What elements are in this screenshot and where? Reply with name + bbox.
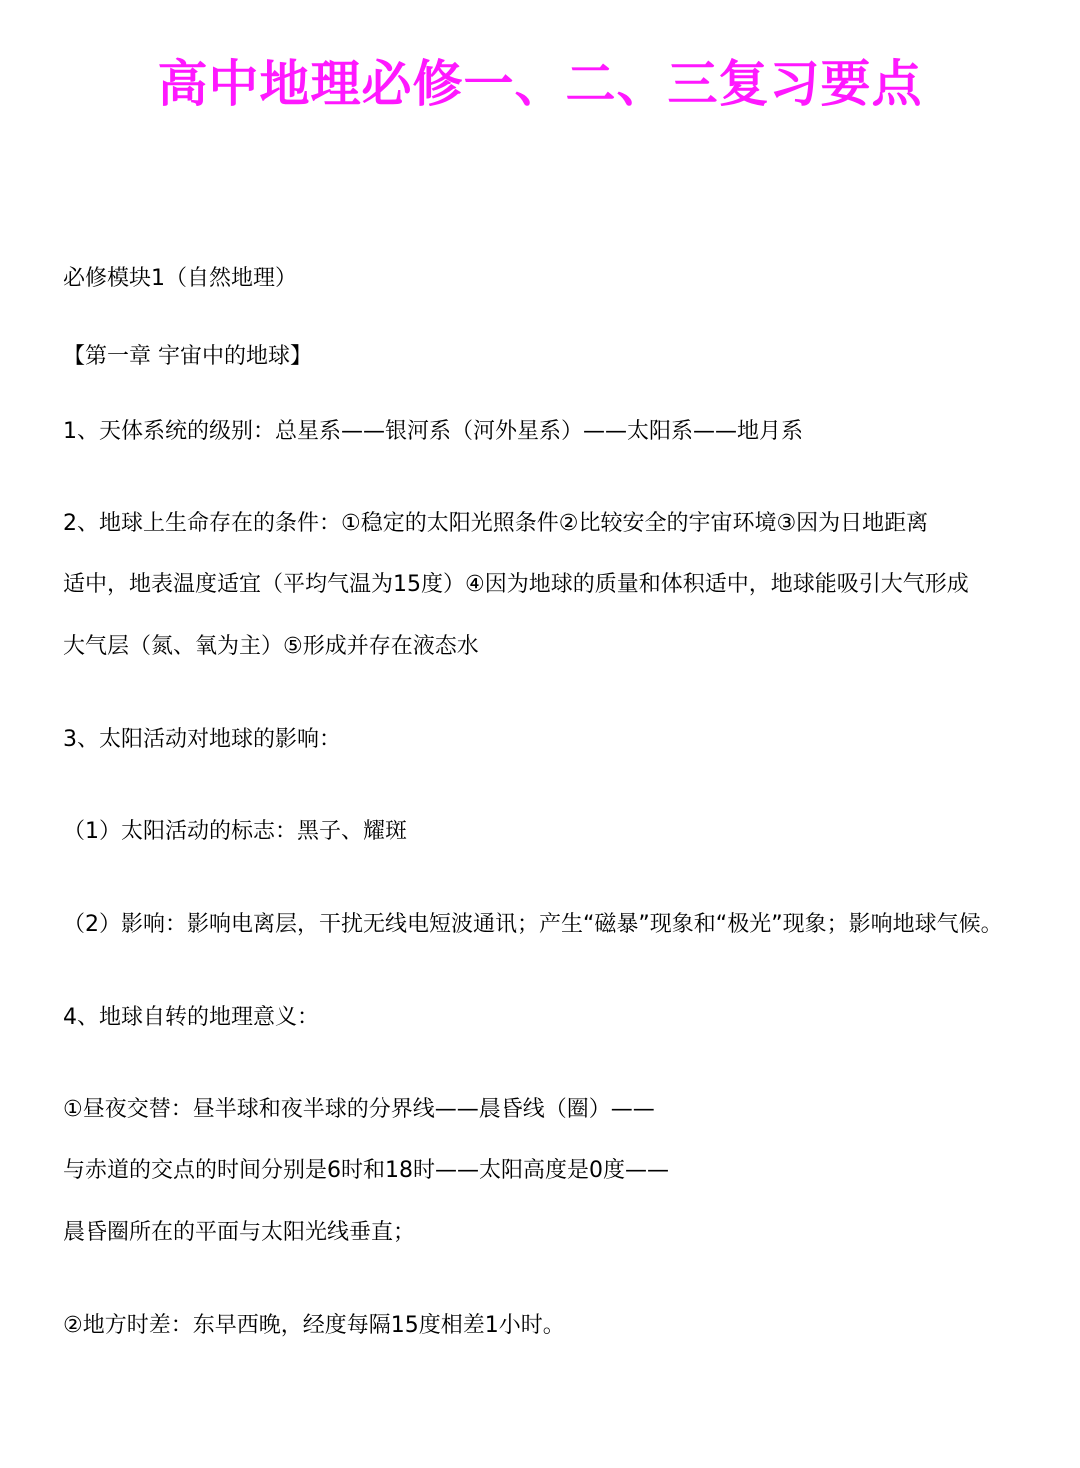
page-title: 高中地理必修一、二、三复习要点 [157, 55, 923, 113]
item-4-point-1-line-1: ①昼夜交替：昼半球和夜半球的分界线——晨昏线（圈）—— [63, 1097, 655, 1122]
item-3-sub-1: （1）太阳活动的标志：黑子、耀斑 [63, 819, 407, 844]
item-4-point-1-line-3: 晨昏圈所在的平面与太阳光线垂直； [63, 1220, 416, 1245]
item-3-sub-2: （2）影响：影响电离层，干扰无线电短波通讯；产生“磁暴”现象和“极光”现象；影响地球气候。 [63, 912, 1003, 937]
item-4-point-2: ②地方时差：东早西晚，经度每隔15度相差1小时。 [63, 1313, 565, 1338]
module-heading: 必修模块1（自然地理） [63, 266, 297, 291]
chapter-heading: 【第一章 宇宙中的地球】 [63, 344, 312, 369]
item-1: 1、天体系统的级别：总星系——银河系（河外星系）——太阳系——地月系 [63, 419, 803, 444]
item-2-line-3: 大气层（氮、氧为主）⑤形成并存在液态水 [63, 634, 479, 659]
item-3-heading: 3、太阳活动对地球的影响： [63, 727, 341, 752]
item-4-point-1-line-2: 与赤道的交点的时间分别是6时和18时——太阳高度是0度—— [63, 1158, 669, 1183]
item-2-line-1: 2、地球上生命存在的条件：①稳定的太阳光照条件②比较安全的宇宙环境③因为日地距离 [63, 511, 929, 536]
item-4-heading: 4、地球自转的地理意义： [63, 1005, 319, 1030]
item-2-line-2: 适中，地表温度适宜（平均气温为15度）④因为地球的质量和体积适中，地球能吸引大气形成 [63, 572, 969, 597]
